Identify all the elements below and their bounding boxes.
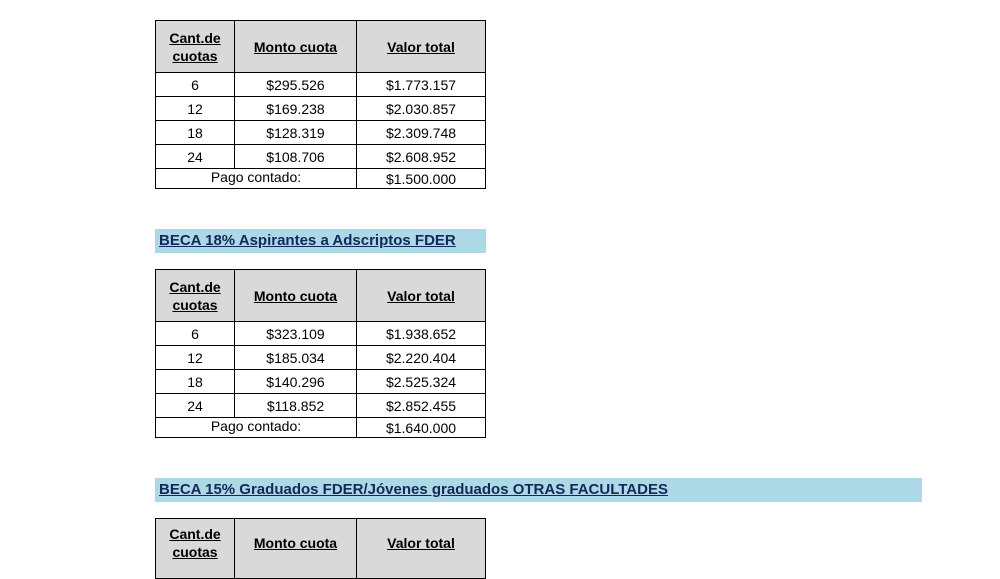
table-row	[156, 145, 486, 169]
header-total: Valor total	[357, 270, 486, 322]
cell-installments: 18	[156, 121, 235, 145]
cell-total: $1.773.157	[357, 73, 486, 97]
header-installments: Cant.de cuotas	[156, 21, 235, 73]
table-row	[156, 346, 486, 370]
cell-total: $2.852.455	[357, 394, 486, 418]
table-header-row	[156, 21, 486, 73]
table-header-row	[156, 519, 486, 579]
cash-label: Pago contado:	[156, 418, 357, 438]
cell-amount: $118.852	[235, 394, 357, 418]
cell-total: $2.608.952	[357, 145, 486, 169]
cell-total: $2.309.748	[357, 121, 486, 145]
cash-row	[156, 169, 486, 189]
cell-total: $1.938.652	[357, 322, 486, 346]
fee-table-2	[155, 269, 486, 438]
table-row	[156, 121, 486, 145]
header-installments: Cant.de cuotas	[156, 270, 235, 322]
cell-installments: 6	[156, 73, 235, 97]
cell-installments: 12	[156, 346, 235, 370]
cell-installments: 18	[156, 370, 235, 394]
cell-amount: $108.706	[235, 145, 357, 169]
header-total: Valor total	[357, 519, 486, 579]
cell-installments: 24	[156, 145, 235, 169]
cash-label: Pago contado:	[156, 169, 357, 189]
cell-total: $2.525.324	[357, 370, 486, 394]
cash-total: $1.640.000	[357, 418, 486, 438]
table-row	[156, 97, 486, 121]
header-total: Valor total	[357, 21, 486, 73]
cell-amount: $295.526	[235, 73, 357, 97]
table-header-row	[156, 270, 486, 322]
section-heading-text: BECA 15% Graduados FDER/Jóvenes graduados OTRAS FACULTADES	[159, 481, 668, 498]
header-installments: Cant.de cuotas	[156, 519, 235, 579]
section-heading-beca-18	[155, 229, 486, 253]
cell-installments: 12	[156, 97, 235, 121]
header-amount: Monto cuota	[235, 270, 357, 322]
cell-total: $2.220.404	[357, 346, 486, 370]
cell-amount: $169.238	[235, 97, 357, 121]
section-heading-text: BECA 18% Aspirantes a Adscriptos FDER	[159, 232, 456, 249]
table-row	[156, 322, 486, 346]
cell-amount: $323.109	[235, 322, 357, 346]
fee-table-3	[155, 518, 486, 579]
section-heading-beca-15	[155, 478, 922, 502]
cell-installments: 24	[156, 394, 235, 418]
cash-total: $1.500.000	[357, 169, 486, 189]
cell-amount: $140.296	[235, 370, 357, 394]
cash-row	[156, 418, 486, 438]
table-row	[156, 394, 486, 418]
header-amount: Monto cuota	[235, 21, 357, 73]
header-amount: Monto cuota	[235, 519, 357, 579]
cell-total: $2.030.857	[357, 97, 486, 121]
cell-amount: $128.319	[235, 121, 357, 145]
table-row	[156, 73, 486, 97]
cell-installments: 6	[156, 322, 235, 346]
cell-amount: $185.034	[235, 346, 357, 370]
fee-table-1	[155, 20, 486, 189]
table-row	[156, 370, 486, 394]
